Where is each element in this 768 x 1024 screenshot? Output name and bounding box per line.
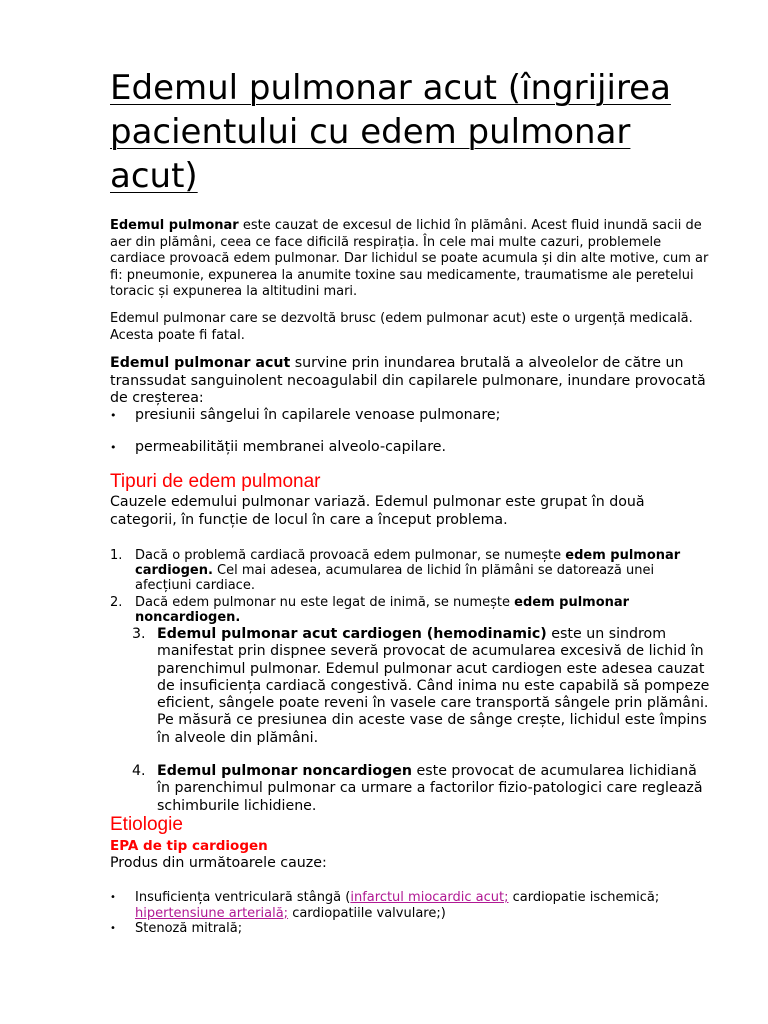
list-text: Dacă o problemă cardiacă provoacă edem pulmonar, se numește edem pulmonar cardiogen. Cel mai adesea, acumularea de lichid în plămâni se datorează unei afecțiuni cardiace. (135, 548, 681, 593)
bullet-icon: • (110, 892, 116, 903)
link-infarct[interactable]: infarctul miocardic acut; (350, 890, 509, 905)
list-number: 1. (110, 548, 123, 563)
intro-bold-lead: Edemul pulmonar (110, 218, 239, 233)
bullet-text: Stenoză mitrală; (135, 921, 243, 936)
intro-paragraph (110, 218, 710, 301)
list-number: 3. (132, 626, 146, 642)
link-hypertension[interactable]: hipertensiune arterială; (135, 906, 289, 921)
definition-paragraph (110, 355, 710, 408)
page-title: Edemul pulmonar acut (îngrijirea pacientului cu edem pulmonar acut) (110, 68, 671, 196)
definition-text: survine prin inundarea brutală a alveolelor de către un transsudat sanguinolent necoagulabil din capilarele pulmonare, inundare provocată de creșterea: (110, 355, 706, 406)
list-text: Dacă edem pulmonar nu este legat de inimă, se numește edem pulmonar noncardiogen. (135, 595, 630, 625)
definition-bold-lead: Edemul pulmonar acut (110, 355, 291, 371)
list-number: 2. (110, 595, 123, 610)
bullet-icon: • (110, 923, 116, 934)
list-text: Edemul pulmonar acut cardiogen (hemodinamic) este un sindrom manifestat prin dispnee severă provocat de acumularea excesivă de lichid în parenchimul pulmonar. Edemul pulmonar acut cardiogen este adesea cauzat de insuficiența cardiacă congestivă. Când inima nu este capabilă să pompeze eficient, sângele poate reveni în vasele care transportă sângele prin plămâni. Pe măsură ce presiunea din aceste vase de sânge crește, lichidul este împins în alveole din plămâni. (157, 626, 710, 746)
intro-text: este cauzat de excesul de lichid în plămâni. Acest fluid inundă sacii de aer din plămâni, ceea ce face dificilă respirația. În cele mai multe cazuri, problemele cardiace provoacă edem pulmonar. Dar lichidul se poate acumula și din alte motive, cum ar fi: pneumonie, expunerea la anumite toxine sau medicamente, traumatisme ale peretelui toracic și expunerea la altitudini mari. (110, 218, 709, 299)
document-page (110, 66, 710, 936)
bullet-text: presiunii sângelui în capilarele venoase pulmonare; (135, 407, 501, 423)
list-text: Edemul pulmonar noncardiogen este provocat de acumularea lichidiană în parenchimul pulmonar ca urmare a factorilor fizio-patologici care reglează schimburile lichidiene. (157, 763, 703, 814)
produced-by-text: Produs din următoarele cauze: (110, 855, 327, 871)
bullet-icon: • (110, 409, 117, 422)
types-intro-paragraph: Cauzele edemului pulmonar variază. Edemul pulmonar este grupat în două categorii, în funcție de locul în care a început problema. (110, 494, 645, 528)
bullet-text: Insuficiența ventriculară stângă (infarctul miocardic acut; cardiopatie ischemică; hipertensiune arterială; cardiopatiile valvulare;) (135, 890, 660, 921)
epa-subheading: EPA de tip cardiogen (110, 838, 268, 854)
bullet-icon: • (110, 441, 117, 454)
bullet-text: permeabilității membranei alveolo-capilare. (135, 439, 446, 455)
types-heading: Tipuri de edem pulmonar (110, 471, 321, 492)
urgent-paragraph: Edemul pulmonar care se dezvoltă brusc (edem pulmonar acut) este o urgență medicală. Acesta poate fi fatal. (110, 311, 693, 343)
etiology-heading: Etiologie (110, 814, 183, 835)
list-number: 4. (132, 763, 146, 779)
